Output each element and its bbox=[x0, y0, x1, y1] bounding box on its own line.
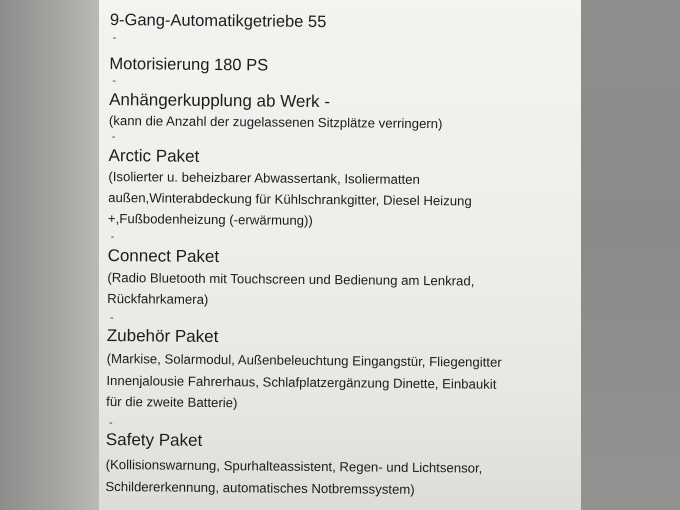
shadow-area bbox=[581, 0, 680, 510]
item-heading: Anhängerkupplung ab Werk - bbox=[109, 89, 331, 112]
item-description-line: (Radio Bluetooth mit Touchscreen und Bedienung am Lenkrad, bbox=[107, 269, 475, 289]
item-description-line: (Kollisionswarnung, Spurhalteassistent, Regen- und Lichtsensor, bbox=[105, 456, 483, 476]
item-heading: Safety Paket bbox=[105, 429, 203, 450]
item-heading: Zubehör Paket bbox=[106, 325, 219, 347]
separator-dash: - bbox=[112, 75, 117, 88]
item-description-line: für die zweite Batterie) bbox=[106, 393, 238, 411]
separator-dash: - bbox=[108, 417, 113, 430]
item-heading: Arctic Paket bbox=[108, 145, 200, 166]
equipment-list bbox=[105, 8, 580, 510]
item-description-line: +,Fußbodenheizung (-erwärmung)) bbox=[107, 210, 313, 228]
item-heading: Motorisierung 180 PS bbox=[109, 54, 269, 75]
item-heading: Connect Paket bbox=[107, 245, 220, 267]
item-description-line: Rückfahrkamera) bbox=[107, 290, 209, 307]
item-description-line: außen,Winterabdeckung für Kühlschrankgitter, Diesel Heizung bbox=[108, 189, 472, 209]
item-description-line: (Isolierter u. beheizbarer Abwassertank, Isoliermatten bbox=[108, 168, 420, 187]
separator-dash: - bbox=[110, 231, 115, 244]
item-description-line: (Markise, Solarmodul, Außenbeleuchtung Eingangstür, Fliegengitter bbox=[106, 350, 502, 370]
item-heading: 9-Gang-Automatikgetriebe 55 bbox=[109, 10, 327, 32]
item-description-line: (kann die Anzahl der zugelassenen Sitzplätze verringern) bbox=[108, 112, 443, 132]
item-description-line: Schildererkennung, automatisches Notbremssystem) bbox=[105, 478, 415, 497]
item-description-line: Innenjalousie Fahrerhaus, Schlafplatzergänzung Dinette, Einbaukit bbox=[106, 372, 497, 392]
separator-dash: - bbox=[111, 131, 116, 144]
separator-dash: - bbox=[112, 32, 117, 45]
separator-dash: - bbox=[109, 312, 114, 325]
